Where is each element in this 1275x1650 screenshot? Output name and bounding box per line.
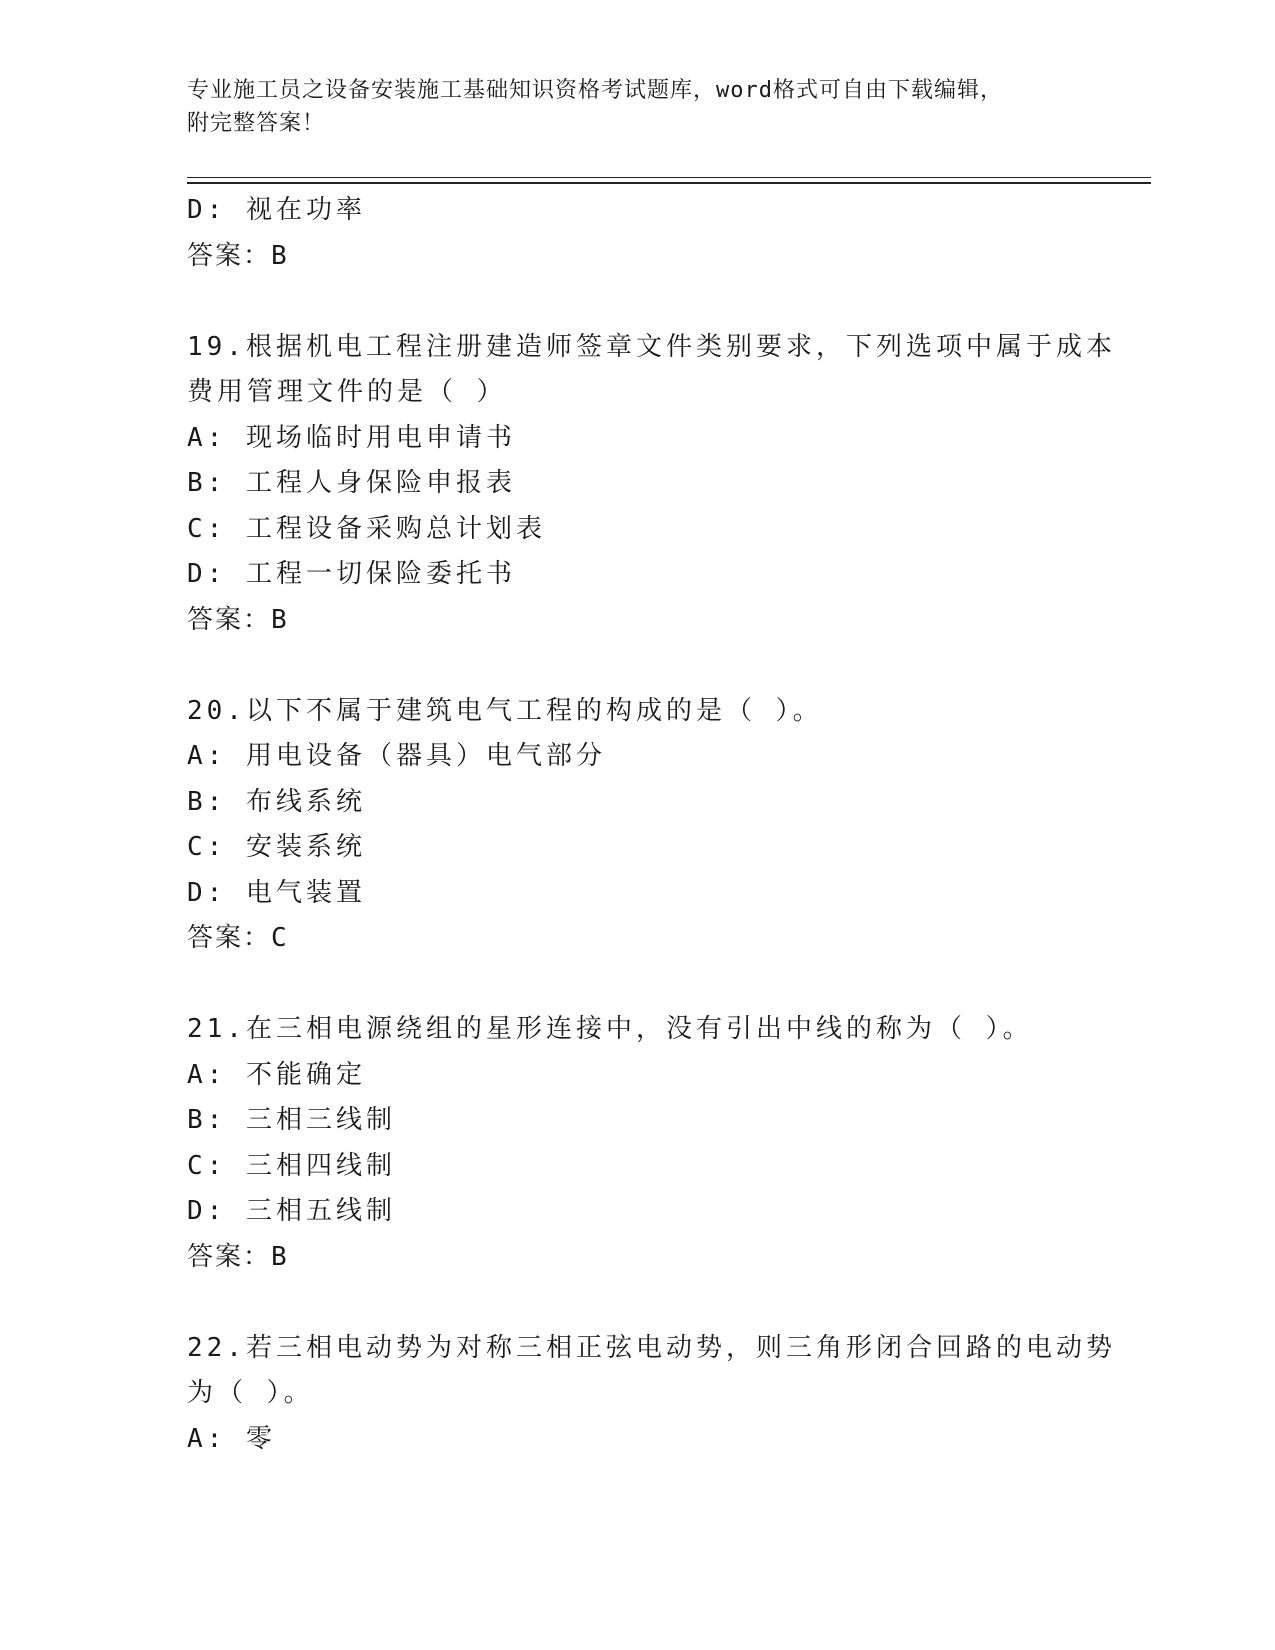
header-line-1: 专业施工员之设备安装施工基础知识资格考试题库，word格式可自由下载编辑， [187, 78, 1003, 103]
question-20 [187, 689, 1087, 962]
question-19-option-b: B: 工程人身保险申报表 [187, 468, 516, 498]
spacer [187, 962, 1087, 1008]
question-20-option-c: C: 安装系统 [187, 832, 366, 862]
question-19-option-d: D: 工程一切保险委托书 [187, 559, 516, 589]
question-content [187, 188, 1116, 1462]
spacer [187, 643, 1087, 689]
question-21-option-b: B: 三相三线制 [187, 1105, 396, 1135]
question-22 [187, 1326, 1116, 1463]
question-20-option-a: A: 用电设备（器具）电气部分 [187, 741, 606, 771]
question-19-option-a: A: 现场临时用电申请书 [187, 422, 516, 453]
question-19-option-c: C: 工程设备采购总计划表 [187, 513, 546, 544]
header-divider-thin [187, 177, 1151, 178]
document-header [187, 74, 1067, 140]
question-19-title-line-2: 费用管理文件的是（ ） [187, 377, 507, 407]
question-21-option-d: D: 三相五线制 [187, 1196, 396, 1226]
question-20-title: 20.以下不属于建筑电气工程的构成的是（ ）。 [187, 695, 823, 726]
spacer [187, 1280, 1087, 1326]
question-21-option-c: C: 三相四线制 [187, 1150, 396, 1181]
question-19-answer: 答案：B [187, 604, 289, 635]
question-21-title: 21.在三相电源绕组的星形连接中，没有引出中线的称为（ ）。 [187, 1014, 1033, 1044]
question-22-option-a: A: 零 [187, 1423, 276, 1454]
question-21-option-a: A: 不能确定 [187, 1059, 366, 1090]
question-21-answer: 答案：B [187, 1241, 289, 1272]
header-divider-thick [187, 182, 1151, 184]
question-22-title-line-2: 为（ ）。 [187, 1378, 314, 1408]
question-20-option-b: B: 布线系统 [187, 786, 366, 817]
question-20-answer: 答案：C [187, 923, 289, 953]
question-22-title-line-1: 22.若三相电动势为对称三相正弦电动势，则三角形闭合回路的电动势 [187, 1332, 1116, 1363]
question-20-option-d: D: 电气装置 [187, 877, 366, 908]
spacer [187, 279, 1087, 325]
header-line-2: 附完整答案！ [187, 111, 326, 136]
question-21 [187, 1007, 1087, 1280]
question-19 [187, 325, 1116, 644]
prev-option-d: D: 视在功率 [187, 195, 366, 225]
question-19-title-line-1: 19.根据机电工程注册建造师签章文件类别要求，下列选项中属于成本 [187, 331, 1116, 362]
prev-answer: 答案：B [187, 240, 289, 271]
